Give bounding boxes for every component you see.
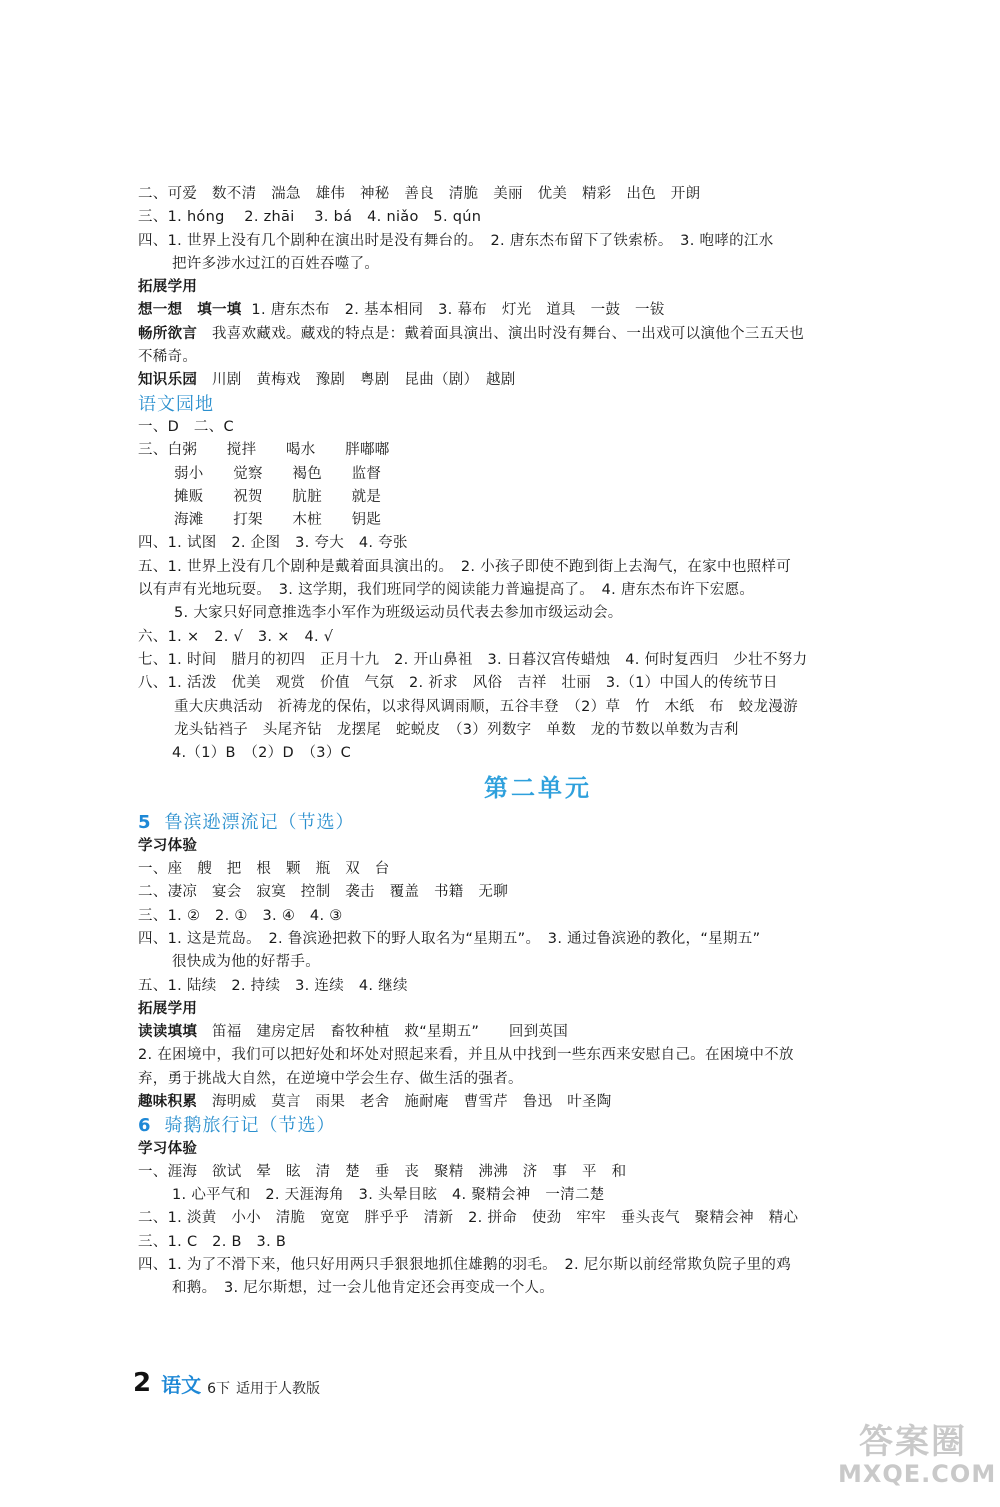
- answer-line: 四、1. 世界上没有几个剧种在演出时是没有舞台的。 2. 唐东杰布留下了铁索桥。 3. 咆哮的江水: [138, 232, 774, 249]
- answer-line: 海滩 打架 木桩 钥匙: [174, 512, 382, 529]
- answer-line: 和鹅。 3. 尼尔斯想，过一会儿他肯定还会再变成一个人。: [172, 1280, 555, 1297]
- section-heading: 拓展学用: [138, 1000, 198, 1017]
- answer-line: 四、1. 为了不滑下来，他只好用两只手狠狠地抓住雄鹅的羽毛。 2. 尼尔斯以前经常欺负院子里的鸡: [138, 1257, 792, 1274]
- subsection-label: 趣味积累: [138, 1093, 198, 1110]
- answer-line: 二、可爱 数不清 湍急 雄伟 神秘 善良 清脆 美丽 优美 精彩 出色 开朗: [138, 186, 701, 202]
- answer-text: 海明威 莫言 雨果 老舍 施耐庵 曹雪芹 鲁迅 叶圣陶: [197, 1093, 612, 1110]
- answer-line: 一、座 艘 把 根 颗 瓶 双 台: [138, 861, 390, 878]
- answer-text: 1. 唐东杰布 2. 基本相同 3. 幕布 灯光 道具 一鼓 一钹: [241, 302, 665, 319]
- answer-line: 4.（1）B （2）D （3）C: [172, 745, 352, 762]
- answer-line: [138, 1021, 918, 1044]
- answer-line: 四、1. 试图 2. 企图 3. 夸大 4. 夸张: [138, 535, 408, 552]
- answer-line: 八、1. 活泼 优美 观赏 价值 气氛 2. 祈求 风俗 吉祥 壮丽 3.（1）中国人的传统节日: [138, 675, 778, 692]
- answer-line: 四、1. 这是荒岛。 2. 鲁滨逊把救下的野人取名为“星期五”。 3. 通过鲁滨逊的教化，“星期五”: [138, 930, 761, 947]
- section-title: 语文园地: [138, 393, 214, 415]
- answer-line: 一、涯海 欲试 晕 眩 清 楚 垂 丧 聚精 沸沸 济 事 平 和: [138, 1163, 627, 1180]
- answer-text: 我喜欢藏戏。藏戏的特点是：戴着面具演出、演出时没有舞台、一出戏可以演他个三五天也: [197, 325, 804, 342]
- answer-line: 三、1. hóng 2. zhāi 3. bá 4. niǎo 5. qún: [138, 209, 482, 226]
- answer-line: 1. 心平气和 2. 天涯海角 3. 头晕目眩 4. 聚精会神 一清二楚: [172, 1187, 605, 1204]
- section-heading: 学习体验: [138, 1140, 198, 1157]
- answer-line: 摊贩 祝贺 肮脏 就是: [174, 488, 382, 505]
- lesson-title: 骑鹅旅行记（节选）: [164, 1115, 336, 1137]
- subsection-label: 知识乐园: [138, 372, 198, 389]
- lesson-heading: [138, 811, 918, 834]
- answer-line: 以有声有光地玩耍。 3. 这学期，我们班同学的阅读能力普遍提高了。 4. 唐东杰布许下宏愿。: [138, 582, 755, 599]
- answer-line: 二、1. 淡黄 小小 清脆 宽宽 胖乎乎 清新 2. 拼命 使劲 牢牢 垂头丧气 聚精会神 精心: [138, 1210, 799, 1227]
- answer-line: 很快成为他的好帮手。: [172, 954, 320, 971]
- subsection-label: 想一想 填一填: [138, 302, 242, 319]
- answer-line: [138, 1091, 918, 1114]
- answer-line: 五、1. 陆续 2. 持续 3. 连续 4. 继续: [138, 977, 408, 994]
- subsection-label: 读读填填: [138, 1024, 198, 1041]
- section-heading: 拓展学用: [138, 279, 198, 296]
- lesson-number: 6: [138, 1115, 151, 1137]
- answer-line: 六、1. × 2. √ 3. × 4. √: [138, 628, 334, 645]
- answer-line: 弱小 觉察 褐色 监督: [174, 465, 382, 482]
- answer-line: [138, 369, 918, 392]
- lesson-title: 鲁滨逊漂流记（节选）: [164, 812, 355, 834]
- grade-label: 6下: [207, 1381, 231, 1397]
- lesson-number: 5: [138, 812, 151, 834]
- answer-line: 二、凄凉 宴会 寂寞 控制 袭击 覆盖 书籍 无聊: [138, 884, 508, 901]
- answer-line: 2. 在困境中，我们可以把好处和坏处对照起来看，并且从中找到一些东西来安慰自己。在困境中不放: [138, 1047, 794, 1064]
- answer-line: 龙头钻裆子 头尾齐钻 龙摆尾 蛇蜕皮 （3）列数字 单数 龙的节数以单数为吉利: [174, 721, 739, 738]
- watermark-logo-text: 答案圈: [859, 1422, 967, 1462]
- answer-line: 三、1. C 2. B 3. B: [138, 1233, 287, 1250]
- answer-line: 一、D 二、C: [138, 418, 234, 435]
- answer-line: [138, 323, 918, 346]
- answer-line: 重大庆典活动 祈祷龙的保佑，以求得风调雨顺，五谷丰登 （2）草 竹 木纸 布 蛟龙漫游: [174, 698, 798, 715]
- answer-line: 七、1. 时间 腊月的初四 正月十九 2. 开山鼻祖 3. 日暮汉宫传蜡烛 4. 何时复西归 少壮不努力: [138, 651, 808, 668]
- answer-content: [138, 183, 918, 1301]
- page-number: 2: [133, 1368, 152, 1398]
- watermark-url: MXQE.COM: [838, 1460, 997, 1488]
- answer-text: 笛福 建房定居 畜牧种植 救“星期五” 回到英国: [197, 1024, 569, 1041]
- answer-text: 川剧 黄梅戏 豫剧 粤剧 昆曲（剧） 越剧: [197, 372, 516, 389]
- section-heading: 学习体验: [138, 837, 198, 854]
- subsection-label: 畅所欲言: [138, 325, 198, 342]
- answer-line: 把许多涉水过江的百姓吞噬了。: [172, 255, 380, 272]
- answer-line: 三、白粥 搅拌 喝水 胖嘟嘟: [138, 442, 390, 459]
- answer-line: [138, 299, 918, 322]
- answer-line: 不稀奇。: [138, 349, 198, 366]
- answer-line: 五、1. 世界上没有几个剧种是戴着面具演出的。 2. 小孩子即使不跑到街上去淘气，在家中也照样可: [138, 558, 792, 575]
- lesson-heading: [138, 1114, 918, 1137]
- answer-line: 弃，勇于挑战大自然，在逆境中学会生存、做生活的强者。: [138, 1070, 523, 1087]
- unit-title: 第二单元: [484, 774, 592, 803]
- edition-label: 适用于人教版: [236, 1381, 321, 1397]
- answer-line: 三、1. ② 2. ① 3. ④ 4. ③: [138, 907, 343, 924]
- site-watermark: [838, 1414, 997, 1494]
- subject-label: 语文: [161, 1373, 202, 1397]
- answer-line: 5. 大家只好同意推选李小军作为班级运动员代表去参加市级运动会。: [174, 605, 623, 622]
- page-footer: [133, 1368, 320, 1398]
